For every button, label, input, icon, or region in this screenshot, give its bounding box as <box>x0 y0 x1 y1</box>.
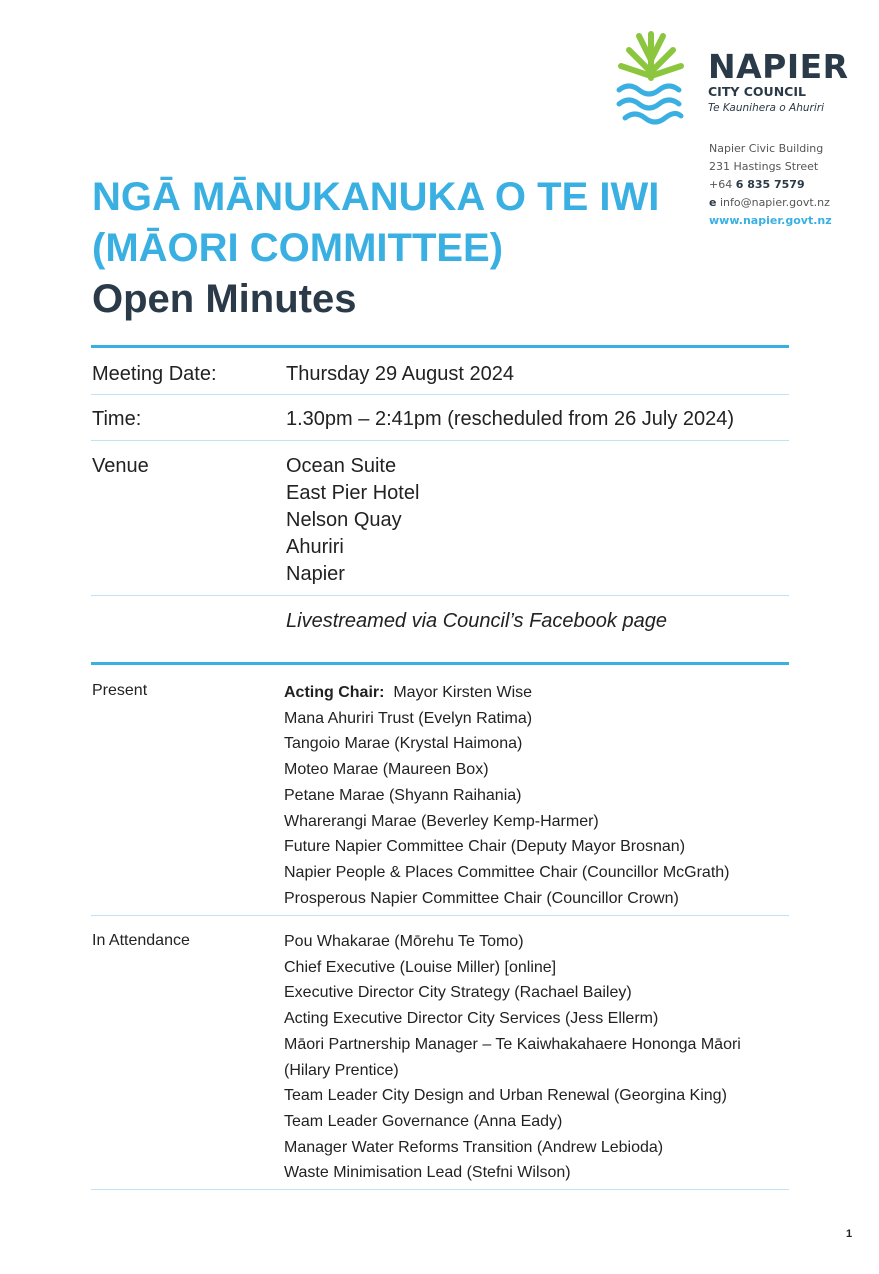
venue-label: Venue <box>92 455 149 477</box>
contact-block <box>709 140 832 230</box>
phone-prefix: +64 <box>709 178 733 191</box>
list-item: Manager Water Reforms Transition (Andrew Lebioda) <box>284 1138 664 1156</box>
venue-line: East Pier Hotel <box>286 482 420 504</box>
divider-bottom <box>91 1189 789 1190</box>
attendance-label: In Attendance <box>92 932 190 949</box>
divider-top <box>91 345 789 348</box>
divider <box>91 915 789 916</box>
meeting-date-value: Thursday 29 August 2024 <box>286 363 514 385</box>
list-item: Tangoio Marae (Krystal Haimona) <box>284 735 523 753</box>
livestream-note: Livestreamed via Council’s Facebook page <box>286 610 667 632</box>
attendance-list <box>284 929 741 1186</box>
list-item: Napier People & Places Committee Chair (Councillor McGrath) <box>284 863 730 881</box>
list-item: Chief Executive (Louise Miller) [online] <box>284 958 557 976</box>
contact-building: Napier Civic Building <box>709 142 824 155</box>
meeting-date-label: Meeting Date: <box>92 363 217 385</box>
email-prefix: e <box>709 196 717 209</box>
list-item: Pou Whakarae (Mōrehu Te Tomo) <box>284 933 524 950</box>
contact-email[interactable]: info@napier.govt.nz <box>719 196 830 209</box>
contact-website[interactable]: www.napier.govt.nz <box>709 214 832 227</box>
contact-email-line <box>709 194 832 212</box>
list-item: Team Leader City Design and Urban Renewal (Georgina King) <box>284 1087 727 1105</box>
brand-block <box>708 47 849 114</box>
divider-section <box>91 662 789 665</box>
list-item: Prosperous Napier Committee Chair (Councillor Crown) <box>284 889 679 907</box>
list-item: Future Napier Committee Chair (Deputy Mayor Brosnan) <box>284 838 686 856</box>
acting-chair-line <box>284 680 730 706</box>
list-item: Māori Partnership Manager – Te Kaiwhakahaere Hononga Māori <box>284 1035 741 1053</box>
present-label: Present <box>92 682 148 699</box>
list-item: Wharerangi Marae (Beverley Kemp-Harmer) <box>284 812 599 830</box>
list-item: (Hilary Prentice) <box>284 1061 399 1079</box>
list-item: Mana Ahuriri Trust (Evelyn Ratima) <box>284 709 533 727</box>
contact-street: 231 Hastings Street <box>709 160 819 173</box>
brand-tagline: Te Kaunihera o Ahuriri <box>708 102 825 114</box>
list-item: Team Leader Governance (Anna Eady) <box>284 1112 563 1130</box>
divider <box>91 440 789 441</box>
contact-phone-line <box>709 176 832 194</box>
list-item: Executive Director City Strategy (Rachael Bailey) <box>284 984 632 1002</box>
time-label: Time: <box>92 408 142 430</box>
list-item: Acting Executive Director City Services (Jess Ellerm) <box>284 1010 659 1028</box>
title-line-1: NGĀ MĀNUKANUKA O TE IWI <box>92 175 660 219</box>
time-value: 1.30pm – 2:41pm (rescheduled from 26 July 2024) <box>286 408 735 430</box>
venue-value <box>286 453 419 588</box>
title-line-2: (MĀORI COMMITTEE) <box>92 226 504 270</box>
page-number: 1 <box>846 1228 853 1240</box>
contact-phone: 6 835 7579 <box>735 178 805 191</box>
brand-subtitle: CITY COUNCIL <box>708 84 806 99</box>
list-item: Waste Minimisation Lead (Stefni Wilson) <box>284 1164 571 1182</box>
venue-line: Ahuriri <box>286 536 344 558</box>
page-title: Open Minutes <box>92 277 357 321</box>
napier-logo-icon <box>615 28 687 128</box>
present-list <box>284 680 730 911</box>
brand-name: NAPIER <box>708 47 849 86</box>
list-item: Petane Marae (Shyann Raihania) <box>284 786 522 804</box>
list-item: Moteo Marae (Maureen Box) <box>284 761 489 779</box>
venue-line: Nelson Quay <box>286 509 402 531</box>
divider <box>91 394 789 395</box>
venue-line: Napier <box>286 563 345 585</box>
acting-chair-label: Acting Chair: <box>284 684 385 701</box>
venue-line: Ocean Suite <box>286 455 397 477</box>
committee-title <box>92 172 659 274</box>
divider <box>91 595 789 596</box>
acting-chair-name: Mayor Kirsten Wise <box>393 684 533 701</box>
